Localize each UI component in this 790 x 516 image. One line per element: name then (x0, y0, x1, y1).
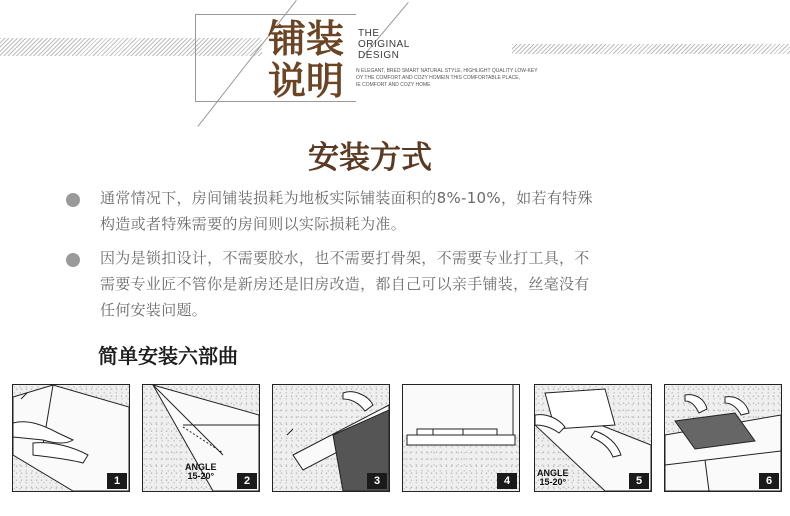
step-3-illustration (272, 384, 390, 492)
english-title-line2: ORIGINAL (358, 39, 410, 50)
step-1-illustration (12, 384, 130, 492)
tagline-line3: IE COMFORT AND COZY HOME (356, 82, 431, 88)
step-number: 6 (759, 473, 779, 489)
english-tagline (356, 68, 538, 89)
page-title (268, 18, 352, 102)
section-title: 安装方式 (308, 140, 432, 176)
angle-label: ANGLE (537, 468, 569, 478)
step-5-illustration (534, 384, 652, 492)
english-title-line1: THE (358, 28, 380, 39)
step-6-illustration (664, 384, 782, 492)
paragraph-lock-design (100, 245, 690, 323)
steps-heading: 简单安装六部曲 (98, 344, 238, 368)
angle-label: ANGLE (185, 462, 217, 472)
tagline-line2: OY THE COMFORT AND COZY HOMEIN THIS COMFORTABLE PLACE, (356, 75, 521, 81)
step-number: 3 (367, 473, 387, 489)
paragraph-line: 构造或者特殊需要的房间则以实际损耗为准。 (100, 215, 407, 233)
step-number: 4 (497, 473, 517, 489)
paragraph-line: 因为是锁扣设计，不需要胶水，也不需要打骨架，不需要专业打工具，不 (100, 249, 590, 267)
english-title-line3: DESIGN (358, 50, 400, 61)
decorative-stripe-right (512, 44, 790, 54)
angle-value: 15-20° (187, 471, 215, 481)
bullet-icon (66, 193, 80, 207)
angle-annotation (537, 469, 569, 487)
step-number: 5 (629, 473, 649, 489)
bullet-icon (66, 253, 80, 267)
page-title-line1: 铺装 (268, 16, 345, 61)
paragraph-line: 需要专业匠不管你是新房还是旧房改造，都自己可以亲手铺装，丝毫没有 (100, 275, 590, 293)
angle-value: 15-20° (539, 477, 567, 487)
step-4-illustration (402, 384, 520, 492)
angle-annotation (185, 463, 217, 481)
paragraph-loss-rate (100, 185, 690, 237)
step-number: 2 (237, 473, 257, 489)
tagline-line1: N ELEGANT, BRED SMART NATURAL STYLE, HIGHLIGHT QUALITY LOW-KEY (356, 68, 538, 74)
paragraph-line: 任何安装问题。 (100, 301, 208, 319)
page-title-line2: 说明 (268, 58, 345, 103)
paragraph-line: 通常情况下，房间铺装损耗为地板实际铺装面积的8%-10%，如若有特殊 (100, 189, 593, 207)
step-2-illustration (142, 384, 260, 492)
english-title (358, 28, 410, 61)
step-number: 1 (107, 473, 127, 489)
